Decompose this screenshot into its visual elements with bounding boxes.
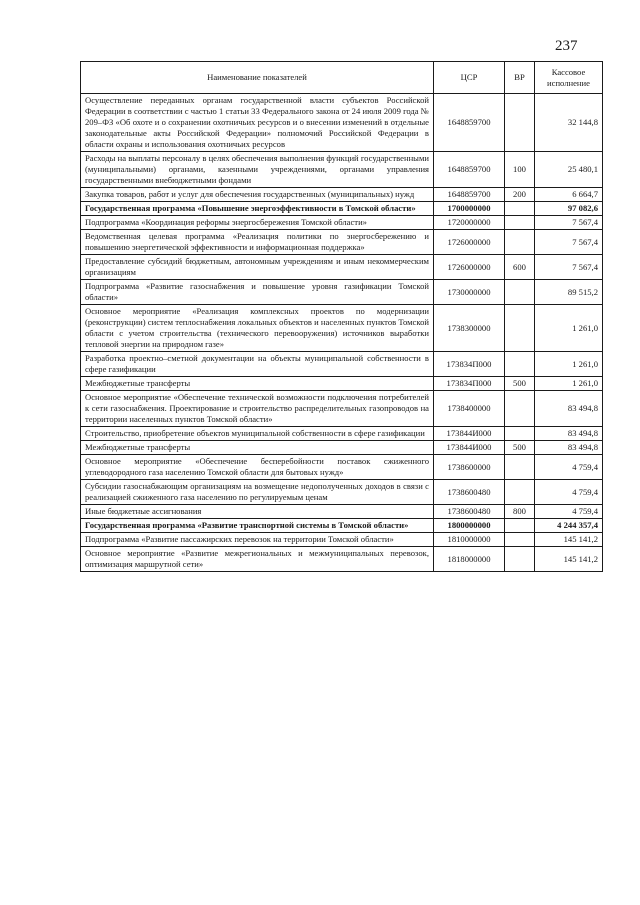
row-amount-cell: 145 141,2: [535, 547, 603, 572]
row-vr-cell: [505, 352, 535, 377]
row-name-cell: Основное мероприятие «Обеспечение бесперебойности поставок сжиженного углеводородного газа населению Томской области для бытовых нужд»: [81, 455, 434, 480]
row-amount-cell: 4 759,4: [535, 480, 603, 505]
row-name-cell: Основное мероприятие «Обеспечение технической возможности подключения потребителей к сети газоснабжения. Проектирование и строительство распределительных газопроводов на территории населенных пунктов Томской области»: [81, 391, 434, 427]
row-name-cell: Разработка проектно–сметной документации на объекты муниципальной собственности в сфере газификации: [81, 352, 434, 377]
row-csr-cell: 1730000000: [434, 280, 505, 305]
header-csr: ЦСР: [434, 62, 505, 94]
table-row: [81, 455, 603, 480]
page-number: 237: [555, 38, 578, 54]
row-amount-cell: 7 567,4: [535, 230, 603, 255]
row-vr-cell: [505, 280, 535, 305]
row-csr-cell: 1648859700: [434, 94, 505, 152]
table-row: [81, 391, 603, 427]
row-vr-cell: [505, 94, 535, 152]
row-csr-cell: 173844И000: [434, 427, 505, 441]
row-name-cell: Подпрограмма «Развитие газоснабжения и повышение уровня газификации Томской области»: [81, 280, 434, 305]
row-name-cell: Межбюджетные трансферты: [81, 441, 434, 455]
row-vr-cell: [505, 547, 535, 572]
row-vr-cell: 200: [505, 188, 535, 202]
row-name-cell: Предоставление субсидий бюджетным, автономным учреждениям и иным некоммерческим организациям: [81, 255, 434, 280]
row-csr-cell: 1726000000: [434, 230, 505, 255]
table-row: [81, 505, 603, 519]
row-vr-cell: [505, 533, 535, 547]
row-amount-cell: 4 759,4: [535, 455, 603, 480]
table-body: [81, 94, 603, 572]
row-amount-cell: 83 494,8: [535, 427, 603, 441]
row-name-cell: Основное мероприятие «Развитие межрегиональных и межмуниципальных перевозок, оптимизация маршрутной сети»: [81, 547, 434, 572]
row-name-cell: Иные бюджетные ассигнования: [81, 505, 434, 519]
row-csr-cell: 1738600480: [434, 480, 505, 505]
row-vr-cell: 500: [505, 377, 535, 391]
row-csr-cell: 1738300000: [434, 305, 505, 352]
row-amount-cell: 6 664,7: [535, 188, 603, 202]
row-vr-cell: 800: [505, 505, 535, 519]
row-amount-cell: 25 480,1: [535, 152, 603, 188]
row-csr-cell: 1810000000: [434, 533, 505, 547]
table-row: [81, 216, 603, 230]
row-csr-cell: 1738600480: [434, 505, 505, 519]
table-row: [81, 152, 603, 188]
row-vr-cell: [505, 480, 535, 505]
row-amount-cell: 7 567,4: [535, 255, 603, 280]
row-amount-cell: 1 261,0: [535, 305, 603, 352]
row-vr-cell: [505, 216, 535, 230]
row-vr-cell: [505, 305, 535, 352]
budget-table: [80, 61, 603, 572]
table-row: [81, 480, 603, 505]
row-csr-cell: 173834П000: [434, 352, 505, 377]
table-row: [81, 352, 603, 377]
header-name: Наименование показателей: [81, 62, 434, 94]
table-row: [81, 280, 603, 305]
table-row: [81, 547, 603, 572]
row-vr-cell: [505, 202, 535, 216]
row-name-cell: Государственная программа «Повышение энергоэффективности в Томской области»: [81, 202, 434, 216]
row-amount-cell: 32 144,8: [535, 94, 603, 152]
row-csr-cell: 173844И000: [434, 441, 505, 455]
row-vr-cell: 500: [505, 441, 535, 455]
row-name-cell: Подпрограмма «Координация реформы энергосбережения Томской области»: [81, 216, 434, 230]
table-row: [81, 533, 603, 547]
row-vr-cell: 100: [505, 152, 535, 188]
row-csr-cell: 173834П000: [434, 377, 505, 391]
row-amount-cell: 145 141,2: [535, 533, 603, 547]
row-amount-cell: 1 261,0: [535, 352, 603, 377]
table-row: [81, 188, 603, 202]
row-amount-cell: 4 759,4: [535, 505, 603, 519]
table-row: [81, 202, 603, 216]
row-vr-cell: [505, 230, 535, 255]
row-csr-cell: 1738400000: [434, 391, 505, 427]
row-vr-cell: [505, 427, 535, 441]
row-amount-cell: 1 261,0: [535, 377, 603, 391]
row-amount-cell: 83 494,8: [535, 441, 603, 455]
table-row: [81, 377, 603, 391]
row-name-cell: Межбюджетные трансферты: [81, 377, 434, 391]
row-amount-cell: 7 567,4: [535, 216, 603, 230]
header-amount: Кассовое исполнение: [535, 62, 603, 94]
row-vr-cell: [505, 391, 535, 427]
table-row: [81, 94, 603, 152]
row-vr-cell: [505, 455, 535, 480]
table-row: [81, 305, 603, 352]
table-row: [81, 441, 603, 455]
row-name-cell: Субсидии газоснабжающим организациям на возмещение недополученных доходов в связи с реализацией сжиженного газа населению по регулируемым ценам: [81, 480, 434, 505]
table-row: [81, 255, 603, 280]
row-vr-cell: 600: [505, 255, 535, 280]
row-name-cell: Строительство, приобретение объектов муниципальной собственности в сфере газификации: [81, 427, 434, 441]
table-header-row: [81, 62, 603, 94]
row-name-cell: Подпрограмма «Развитие пассажирских перевозок на территории Томской области»: [81, 533, 434, 547]
table-row: [81, 230, 603, 255]
row-csr-cell: 1648859700: [434, 188, 505, 202]
header-vr: ВР: [505, 62, 535, 94]
row-name-cell: Основное мероприятие «Реализация комплексных проектов по модернизации (реконструкции) систем теплоснабжения локальных объектов и населенных пунктов Томской области с учетом строительства (технического перевооружения) источников выработки тепловой энергии на природном газе»: [81, 305, 434, 352]
row-csr-cell: 1738600000: [434, 455, 505, 480]
row-amount-cell: 97 082,6: [535, 202, 603, 216]
row-name-cell: Государственная программа «Развитие транспортной системы в Томской области»: [81, 519, 434, 533]
table-row: [81, 519, 603, 533]
row-name-cell: Осуществление переданных органам государственной власти субъектов Российской Федерации в соответствии с частью 1 статьи 33 Федерального закона от 24 июля 2009 года № 209–ФЗ «Об охоте и о сохранении охотничьих ресурсов и о внесении изменений в отдельные законодательные акты Российской Федерации» полномочий Российской Федерации в области охраны и использования охотничьих ресурсов: [81, 94, 434, 152]
row-amount-cell: 89 515,2: [535, 280, 603, 305]
row-name-cell: Закупка товаров, работ и услуг для обеспечения государственных (муниципальных) нужд: [81, 188, 434, 202]
row-vr-cell: [505, 519, 535, 533]
row-csr-cell: 1800000000: [434, 519, 505, 533]
table-row: [81, 427, 603, 441]
row-name-cell: Ведомственная целевая программа «Реализация политики по энергосбережению и повышению энергетической эффективности и информационная поддержка»: [81, 230, 434, 255]
row-csr-cell: 1818000000: [434, 547, 505, 572]
row-csr-cell: 1720000000: [434, 216, 505, 230]
row-csr-cell: 1700000000: [434, 202, 505, 216]
row-amount-cell: 83 494,8: [535, 391, 603, 427]
row-name-cell: Расходы на выплаты персоналу в целях обеспечения выполнения функций государственными (муниципальными) органами, казенными учреждениями, органами управления государственными внебюджетными фондами: [81, 152, 434, 188]
row-csr-cell: 1648859700: [434, 152, 505, 188]
row-amount-cell: 4 244 357,4: [535, 519, 603, 533]
row-csr-cell: 1726000000: [434, 255, 505, 280]
